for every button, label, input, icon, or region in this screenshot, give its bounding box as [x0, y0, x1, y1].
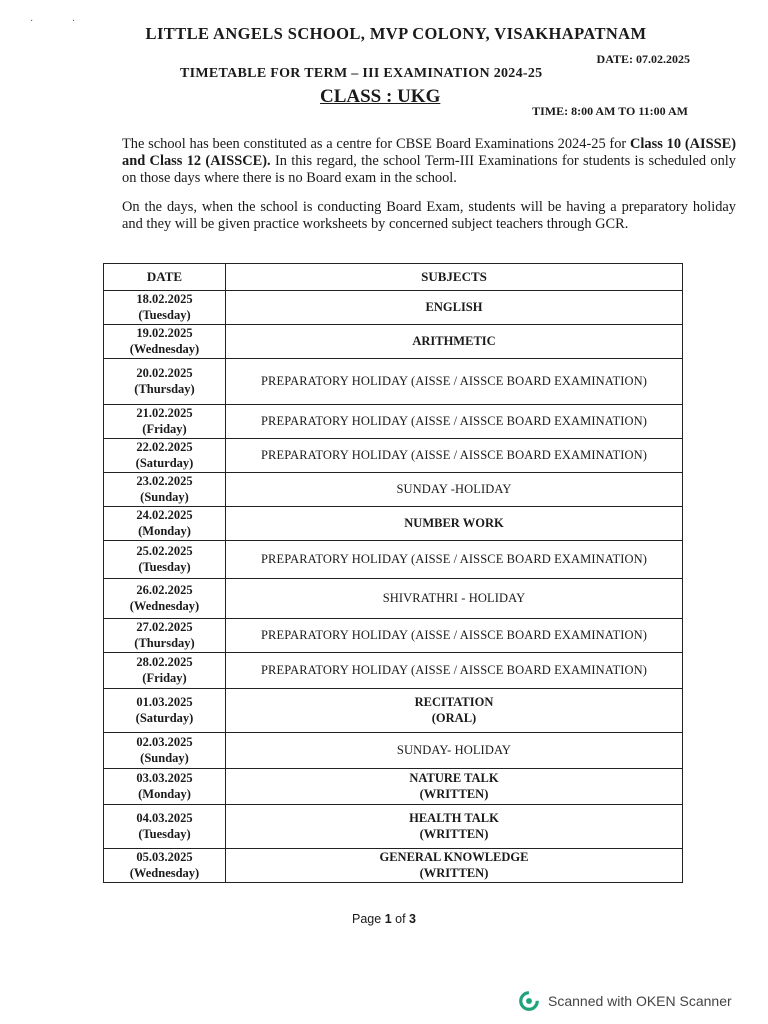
row-date: 20.02.2025 [136, 366, 193, 380]
row-day: (Friday) [142, 421, 187, 436]
class-title: CLASS : UKG [320, 86, 441, 107]
row-subject-mode: (ORAL) [431, 710, 477, 725]
row-day: (Thursday) [134, 635, 195, 650]
row-date-cell [104, 769, 226, 805]
row-day: (Wednesday) [129, 598, 200, 613]
row-day: (Wednesday) [129, 865, 200, 880]
row-day: (Saturday) [135, 710, 194, 725]
row-day: (Wednesday) [129, 341, 200, 356]
row-date: 02.03.2025 [136, 735, 193, 749]
intro-p1-text-bold: Class 10 (AISSE) and Class 12 (AISSCE). [122, 136, 736, 169]
row-subject-cell [226, 769, 683, 805]
table-row [104, 619, 683, 653]
row-date: 25.02.2025 [136, 544, 193, 558]
row-subject-cell [226, 439, 683, 473]
table-row [104, 689, 683, 733]
row-date: 21.02.2025 [136, 406, 193, 420]
row-subject: NATURE TALK [409, 771, 499, 785]
row-date-cell [104, 439, 226, 473]
row-subject-cell [226, 507, 683, 541]
row-subject: PREPARATORY HOLIDAY (AISSE / AISSCE BOARD EXAMINATION) [260, 662, 647, 677]
row-subject: SUNDAY- HOLIDAY [396, 742, 512, 757]
row-subject-mode: (WRITTEN) [419, 826, 489, 841]
row-date: 22.02.2025 [136, 440, 193, 454]
row-subject: PREPARATORY HOLIDAY (AISSE / AISSCE BOARD EXAMINATION) [260, 413, 647, 428]
row-date: 27.02.2025 [136, 620, 193, 634]
intro-paragraph-1 [76, 136, 736, 187]
table-header-row [104, 264, 683, 291]
table-row [104, 805, 683, 849]
row-subject-cell [226, 733, 683, 769]
table-row [104, 653, 683, 689]
table-row [104, 359, 683, 405]
row-date-cell [104, 619, 226, 653]
row-subject-cell [226, 359, 683, 405]
row-date: 19.02.2025 [136, 326, 193, 340]
row-day: (Sunday) [140, 750, 189, 765]
page-prefix: Page [352, 912, 385, 926]
timetable-body [104, 291, 683, 883]
row-day: (Sunday) [140, 489, 189, 504]
table-row [104, 325, 683, 359]
document-date: DATE: 07.02.2025 [596, 52, 690, 66]
row-subject-cell [226, 619, 683, 653]
row-date-cell [104, 541, 226, 579]
page-mid: of [391, 912, 410, 926]
row-subject: RECITATION [414, 695, 494, 709]
table-row [104, 507, 683, 541]
row-date: 05.03.2025 [136, 850, 193, 864]
timetable-title: TIMETABLE FOR TERM – III EXAMINATION 2024-25 [180, 66, 543, 81]
intro-paragraph-2: On the days, when the school is conducting Board Exam, students will be having a preparatory holiday and they will be given practice worksheets by concerned subject teachers through GCR. [122, 199, 736, 232]
table-row [104, 439, 683, 473]
row-date-cell [104, 291, 226, 325]
header-date: DATE [104, 264, 226, 291]
row-subject-mode: (WRITTEN) [419, 786, 489, 801]
row-subject: SUNDAY -HOLIDAY [396, 481, 512, 496]
page-number [0, 912, 768, 926]
table-row [104, 733, 683, 769]
row-date-cell [104, 473, 226, 507]
row-day: (Monday) [138, 786, 191, 801]
table-row [104, 405, 683, 439]
scanner-watermark [518, 990, 732, 1012]
intro-p1-text-c: In this regard, the school Term-III Examinations for students is scheduled only on those days where there is no Board exam in the school. [122, 153, 736, 186]
school-name: LITTLE ANGELS SCHOOL, MVP COLONY, VISAKHAPATNAM [145, 24, 647, 43]
row-subject-cell [226, 325, 683, 359]
row-subject-cell [226, 689, 683, 733]
row-subject-cell [226, 653, 683, 689]
row-date: 03.03.2025 [136, 771, 193, 785]
row-day: (Saturday) [135, 455, 194, 470]
row-date: 18.02.2025 [136, 292, 193, 306]
row-day: (Monday) [138, 523, 191, 538]
row-date: 23.02.2025 [136, 474, 193, 488]
row-subject: ENGLISH [425, 299, 483, 314]
row-subject-cell [226, 473, 683, 507]
row-subject: PREPARATORY HOLIDAY (AISSE / AISSCE BOARD EXAMINATION) [260, 447, 647, 462]
row-date-cell [104, 325, 226, 359]
scan-specks: · · [30, 16, 94, 27]
table-row [104, 579, 683, 619]
row-date: 24.02.2025 [136, 508, 193, 522]
row-day: (Tuesday) [138, 307, 191, 322]
oken-scanner-logo-icon [518, 990, 540, 1012]
row-day: (Friday) [142, 670, 187, 685]
row-subject-cell [226, 579, 683, 619]
table-row [104, 473, 683, 507]
row-subject: GENERAL KNOWLEDGE [379, 850, 529, 864]
row-subject-cell [226, 291, 683, 325]
row-subject: PREPARATORY HOLIDAY (AISSE / AISSCE BOARD EXAMINATION) [260, 373, 647, 388]
row-date: 28.02.2025 [136, 655, 193, 669]
row-subject-cell [226, 849, 683, 883]
row-subject: SHIVRATHRI - HOLIDAY [382, 590, 526, 605]
row-day: (Thursday) [134, 381, 195, 396]
table-row [104, 849, 683, 883]
table-row [104, 291, 683, 325]
intro-p1-text-a: The school has been constituted as a centre for CBSE Board Examinations 2024-25 for [122, 136, 631, 152]
row-subject-cell [226, 405, 683, 439]
page-total: 3 [409, 912, 416, 926]
row-subject-mode: (WRITTEN) [419, 865, 489, 880]
row-date-cell [104, 653, 226, 689]
row-subject: PREPARATORY HOLIDAY (AISSE / AISSCE BOARD EXAMINATION) [260, 551, 647, 566]
row-date-cell [104, 805, 226, 849]
row-date: 01.03.2025 [136, 695, 193, 709]
row-day: (Tuesday) [138, 826, 191, 841]
row-date-cell [104, 507, 226, 541]
row-date-cell [104, 689, 226, 733]
exam-time: TIME: 8:00 AM TO 11:00 AM [532, 104, 688, 118]
table-row [104, 769, 683, 805]
row-subject: PREPARATORY HOLIDAY (AISSE / AISSCE BOARD EXAMINATION) [260, 627, 647, 642]
row-date: 04.03.2025 [136, 811, 193, 825]
row-date-cell [104, 579, 226, 619]
row-day: (Tuesday) [138, 559, 191, 574]
row-subject-cell [226, 805, 683, 849]
row-date-cell [104, 849, 226, 883]
table-row [104, 541, 683, 579]
row-date-cell [104, 405, 226, 439]
row-subject: NUMBER WORK [404, 515, 504, 530]
row-subject: HEALTH TALK [409, 811, 499, 825]
row-subject: ARITHMETIC [412, 333, 496, 348]
row-date-cell [104, 733, 226, 769]
scanner-text: Scanned with OKEN Scanner [548, 993, 732, 1009]
timetable-table [103, 263, 683, 883]
page-current: 1 [384, 912, 392, 926]
row-date: 26.02.2025 [136, 583, 193, 597]
row-date-cell [104, 359, 226, 405]
row-subject-cell [226, 541, 683, 579]
header-subjects: SUBJECTS [226, 264, 683, 291]
